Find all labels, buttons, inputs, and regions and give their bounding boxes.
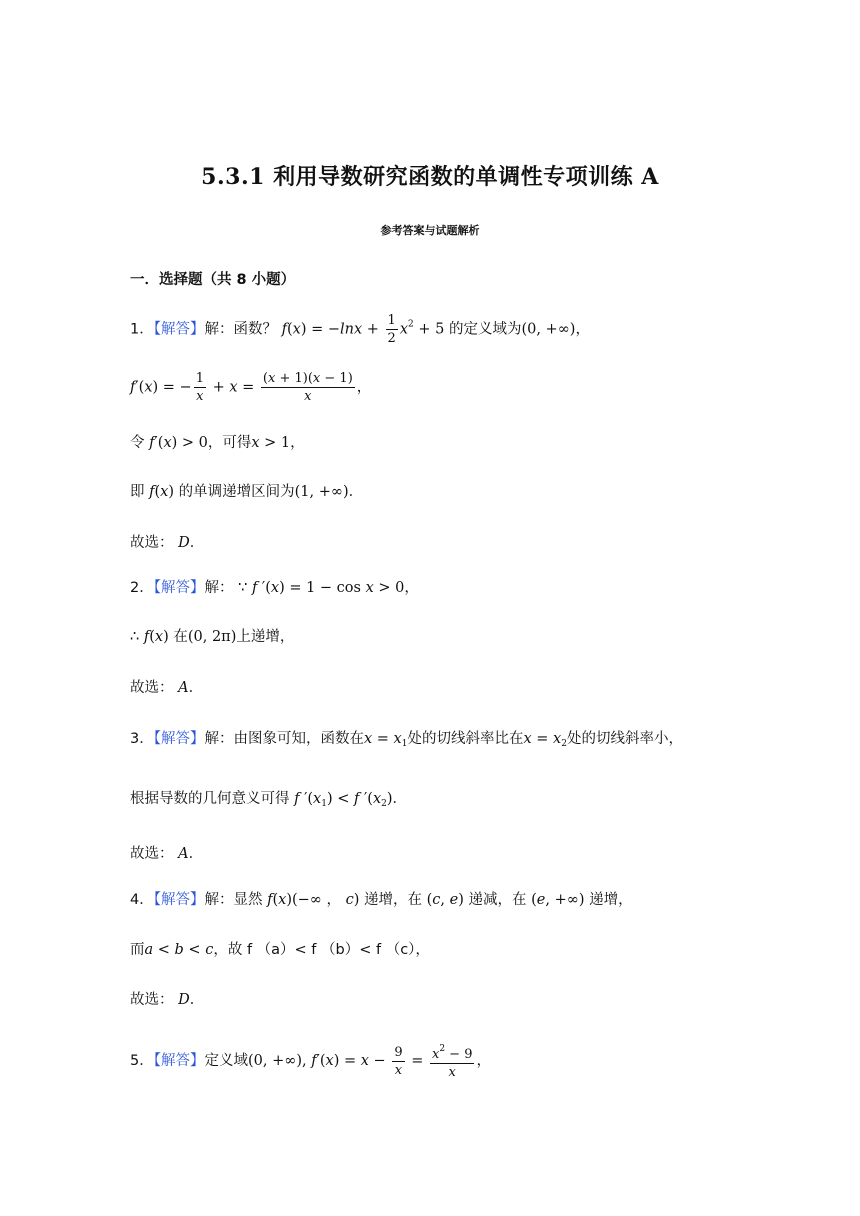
- q3-text-a: 解：由图象可知，函数在: [204, 731, 364, 747]
- q5-comma: ，: [476, 1053, 491, 1069]
- q1-domain: (0, +∞): [521, 321, 576, 338]
- q1-text-let: 令: [130, 435, 145, 451]
- q3-answer-tag[interactable]: 【解答】: [153, 731, 205, 747]
- page-subtitle: 参考答案与试题解析: [380, 224, 480, 237]
- q4-choice: 故选： D．: [130, 992, 205, 1008]
- q1-answer-tag[interactable]: 【解答】: [153, 321, 205, 338]
- q5-text-domain: 定义域: [204, 1053, 248, 1069]
- q1-choice: 故选： D．: [130, 535, 205, 551]
- q4-fc: f （c），: [375, 942, 430, 958]
- q1-line-2: f′(x) = − $\frac{1}{x}$ + x = $\frac{(x + 1)(x - 1)}{x}$ ，: [130, 371, 372, 404]
- q4-text-and: 而: [130, 942, 145, 958]
- q3-line-1: 3．【解答】解：由图象可知，函数在$x = x_1$处的切线斜率比在$x = x_2$处的切线斜率小，: [130, 731, 683, 749]
- q4-choose-label: 故选：: [130, 992, 174, 1008]
- q1-line-3: 令 f′(x) > 0，可得x > 1，: [130, 435, 305, 451]
- q3-choice: 故选： A．: [130, 846, 204, 862]
- q2-interval: (0, 2π): [187, 629, 237, 645]
- q2-choice: 故选： A．: [130, 680, 204, 696]
- q4-line-1: 4．【解答】解：显然 f(x)(−∞ ， c) 递增，在 (c, e) 递减，在 (e, +∞) 递增，: [130, 892, 633, 908]
- q4-fa: f （a）<: [246, 942, 307, 958]
- q4-number: 4．: [130, 892, 154, 908]
- q2-line-2: ∴ f(x) 在(0, 2π)上递增，: [130, 629, 295, 645]
- q1-interval: (1, +∞): [294, 484, 349, 500]
- q4-answer-tag[interactable]: 【解答】: [153, 892, 205, 908]
- q3-text-meaning: 根据导数的几何意义可得: [130, 791, 290, 807]
- q1-line-1: 1．【解答】解：函数？ f(x) = −lnx + $\frac{1}{2}$ $x^2 + 5$ 的定义域为(0, +∞)，: [130, 313, 590, 346]
- q1-comma: ，: [575, 321, 590, 338]
- q4-answer: D: [178, 992, 190, 1008]
- q5-line-1: 5．【解答】定义域(0, +∞), f′(x) = x − $\frac{9}{x}$ = $\frac{x^2 - 9}{x}$ ，: [130, 1041, 491, 1081]
- q3-number: 3．: [130, 731, 154, 747]
- q4-text-a: 解：显然: [204, 892, 263, 908]
- q4-fb: f （b）<: [311, 942, 372, 958]
- q3-line-2: 根据导数的几何意义可得 f $'(x_1) < f$ $'(x_2)$．: [130, 791, 408, 809]
- q4-text-c: 递减，在: [468, 892, 527, 908]
- q1-answer: D: [178, 535, 190, 551]
- q5-number: 5．: [130, 1053, 154, 1069]
- q2-number: 2．: [130, 580, 154, 596]
- q1-period: ．: [348, 484, 364, 500]
- q1-choose-label: 故选：: [130, 535, 174, 551]
- q3-choose-label: 故选：: [130, 846, 174, 862]
- q3-text-c: 处的切线斜率小，: [566, 731, 683, 747]
- q2-answer-tag[interactable]: 【解答】: [153, 580, 205, 596]
- q2-text-in: 在: [173, 629, 188, 645]
- q1-comma-2: ，: [356, 379, 372, 396]
- q2-answer: A: [178, 680, 189, 696]
- q1-comma-3: ，: [290, 435, 305, 451]
- q1-text-get: ，可得: [207, 435, 252, 451]
- q2-comma: ，: [404, 580, 419, 596]
- q1-derivative-formula: f: [130, 379, 136, 396]
- q3-text-b: 处的切线斜率比在: [407, 731, 524, 747]
- q5-domain: (0, +∞),: [247, 1053, 307, 1069]
- section-heading: 一．选择题（共 8 小题）: [130, 272, 296, 288]
- q2-text-increasing: 上递增，: [236, 629, 295, 645]
- q1-text-interval: 的单调递增区间为: [178, 484, 295, 500]
- q2-line-1: 2．【解答】解： ∵ f ′(x) = 1 − cos x > 0，: [130, 580, 419, 596]
- q1-text-ie: 即: [130, 484, 145, 500]
- q5-answer-tag[interactable]: 【解答】: [153, 1053, 205, 1069]
- q3-answer: A: [178, 846, 189, 862]
- q4-text-b: 递增，在: [364, 892, 422, 908]
- q1-number: 1．: [130, 321, 154, 338]
- q4-text-so: ，故: [213, 942, 243, 958]
- q2-text: 解：: [204, 580, 234, 596]
- q1-line-4: 即 f(x) 的单调递增区间为(1, +∞)．: [130, 484, 364, 500]
- page-title: 5.3.1 利用导数研究函数的单调性专项训练 A: [201, 164, 659, 190]
- q4-text-d: 递增，: [589, 892, 633, 908]
- q4-line-2: 而a < b < c，故 f （a）< f （b）< f （c），: [130, 942, 430, 958]
- q1-function-formula: f: [281, 321, 287, 338]
- q1-half-fraction: $\frac{1}{2}$: [387, 313, 396, 346]
- q1-text: 解：函数？: [204, 321, 277, 338]
- q1-text-domain: 的定义域为: [448, 321, 522, 338]
- q2-choose-label: 故选：: [130, 680, 174, 696]
